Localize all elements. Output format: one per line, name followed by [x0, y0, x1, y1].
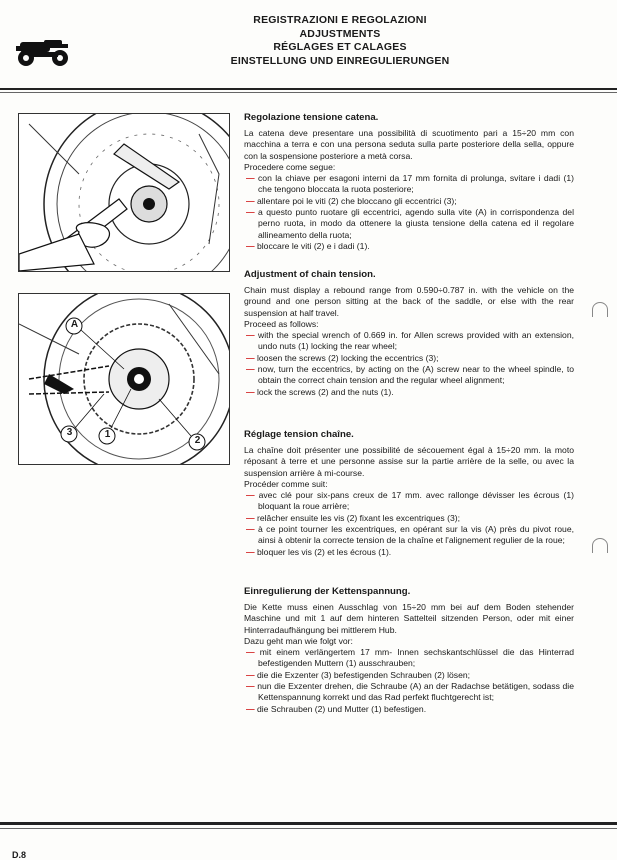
- figure-wrench-on-hub: [18, 113, 230, 272]
- list-item-text: a questo punto ruotare gli eccentrici, agendo sulla vite (A) in corrispondenza del perno ruota, in modo da ottenere la giusta tensione della catena ed il regolare allineamento della ruota;: [258, 207, 574, 240]
- dash-bullet: —: [246, 173, 258, 184]
- dash-bullet: —: [246, 647, 260, 658]
- margin-mark: [592, 302, 608, 317]
- list-item-text: relâcher ensuite les vis (2) fixant les excentriques (3);: [256, 512, 460, 523]
- list-item-text: die Schrauben (2) und Mutter (1) befestigen.: [256, 703, 427, 714]
- list-item: [244, 524, 574, 547]
- section-title: Adjustment of chain tension.: [244, 269, 376, 280]
- header-title-line: EINSTELLUNG UND EINREGULIERUNGEN: [230, 54, 450, 67]
- dash-bullet: —: [246, 330, 258, 341]
- figure-chain-eccentric: [18, 293, 230, 465]
- dash-bullet: —: [246, 703, 257, 714]
- dash-bullet: —: [246, 524, 258, 535]
- list-item-text: lock the screws (2) and the nuts (1).: [256, 386, 394, 397]
- dash-bullet: —: [246, 681, 258, 692]
- page-header-title: [140, 14, 540, 68]
- callout-label-3: 3: [66, 427, 73, 438]
- list-item: [244, 704, 574, 715]
- header-divider: [0, 88, 617, 90]
- list-item: [244, 241, 574, 252]
- section-paragraph: Chain must display a rebound range from 0.590÷0.787 in. with the vehicle on the ground and one person sitting at the back of the saddle, or else with the rear suspension at half travel.: [244, 285, 574, 318]
- dash-bullet: —: [246, 512, 257, 523]
- section-german: [244, 586, 574, 715]
- list-item: [244, 196, 574, 207]
- list-item: [244, 647, 574, 670]
- list-item-text: à ce point tourner les excentriques, en opérant sur la vis (A) près du pivot roue, ainsi à obtenir la correcte tension de la chaîne et l'alignement regulier de la roue;: [258, 524, 574, 546]
- list-item-text: with the special wrench of 0.669 in. for Allen screws provided with an extension, undo nuts (1) locking the rear wheel;: [258, 330, 574, 352]
- section-title: Einregulierung der Kettenspannung.: [244, 586, 411, 597]
- margin-mark: [592, 538, 608, 553]
- callout-label-1: 1: [104, 429, 111, 440]
- list-item: [244, 330, 574, 353]
- dash-bullet: —: [246, 490, 259, 501]
- callout-label-a: A: [70, 319, 79, 330]
- section-paragraph: Dazu geht man wie folgt vor:: [244, 635, 353, 646]
- list-item: [244, 513, 574, 524]
- section-french: [244, 429, 574, 558]
- header-title-line: ADJUSTMENTS: [299, 27, 381, 40]
- header-divider-thin: [0, 92, 617, 93]
- dash-bullet: —: [246, 669, 257, 680]
- header-title-line: RÉGLAGES ET CALAGES: [273, 41, 407, 53]
- list-item: [244, 353, 574, 364]
- dash-bullet: —: [246, 240, 257, 251]
- list-item: [244, 387, 574, 398]
- list-item: [244, 364, 574, 387]
- page-number: D.8: [12, 850, 27, 860]
- dash-bullet: —: [246, 195, 257, 206]
- footer-divider: [0, 822, 617, 825]
- list-item-text: bloquer les vis (2) et les écrous (1).: [256, 546, 392, 557]
- header-title-line: REGISTRAZIONI E REGOLAZIONI: [253, 14, 427, 26]
- dash-bullet: —: [246, 386, 257, 397]
- list-item-text: die die Exzenter (3) befestigenden Schrauben (2) lösen;: [256, 669, 471, 680]
- callout-label-2: 2: [194, 435, 201, 446]
- section-paragraph: Proceed as follows:: [244, 318, 319, 329]
- section-paragraph: Die Kette muss einen Ausschlag von 15÷20 mm bei auf dem Boden stehender Maschine und mit 1 auf dem hinteren Sattelteil sitzenden Person, oder mit einer Hinterradaufhängung bei mittlerem Hub.: [244, 602, 574, 635]
- list-item-text: bloccare le viti (2) e i dadi (1).: [256, 240, 370, 251]
- section-italian: [244, 112, 574, 252]
- section-title: Regolazione tensione catena.: [244, 112, 379, 123]
- list-item-text: nun die Exzenter drehen, die Schraube (A) an der Radachse betätigen, sodass die Kettenspannung korrekt und das Rad perfekt fluchtgerecht ist;: [257, 681, 574, 703]
- section-paragraph: La chaîne doit présenter une possibilité de sécouement égal à 15÷20 mm. la moto réposant à terre et une personne assise sur la partie arrière de la selle, ou avec la suspension arrière à mi-course.: [244, 445, 574, 478]
- footer-divider-thin: [0, 828, 617, 829]
- list-item-text: loosen the screws (2) locking the eccentrics (3);: [256, 352, 439, 363]
- list-item-text: now, turn the eccentrics, by acting on the (A) screw near to the wheel spindle, to obtain the correct chain tension and the regular wheel alignment;: [257, 364, 574, 386]
- section-english: [244, 269, 574, 398]
- dash-bullet: —: [246, 546, 257, 557]
- motorcycle-icon: [14, 38, 72, 68]
- list-item-text: mit einem verlängertem 17 mm- Innen sechskantschlüssel die das Hinterrad befestigenden Muttern (1) ausschrauben;: [258, 647, 575, 669]
- list-item: [244, 173, 574, 196]
- section-title: Réglage tension chaîne.: [244, 429, 354, 440]
- section-paragraph: La catena deve presentare una possibilità di scuotimento pari a 15÷20 mm con macchina a terra e con una persona seduta sulla parte posteriore della sella, oppure con la sospensione posteriore a metà corsa.: [244, 128, 574, 161]
- list-item: [244, 681, 574, 704]
- list-item-text: avec clé pour six-pans creux de 17 mm. avec rallonge dévisser les écrous (1) bloquant la roue arrière;: [258, 490, 574, 512]
- list-item: [244, 207, 574, 241]
- dash-bullet: —: [246, 207, 259, 218]
- dash-bullet: —: [246, 364, 258, 375]
- section-paragraph: Procéder comme suit:: [244, 478, 328, 489]
- list-item: [244, 670, 574, 681]
- dash-bullet: —: [246, 352, 257, 363]
- section-paragraph: Procedere come segue:: [244, 161, 336, 172]
- list-item: [244, 547, 574, 558]
- list-item-text: con la chiave per esagoni interni da 17 mm fornita di prolunga, svitare i dadi (1) che tengono bloccata la ruota posteriore;: [258, 173, 575, 195]
- list-item-text: allentare poi le viti (2) che bloccano gli eccentrici (3);: [256, 195, 457, 206]
- list-item: [244, 490, 574, 513]
